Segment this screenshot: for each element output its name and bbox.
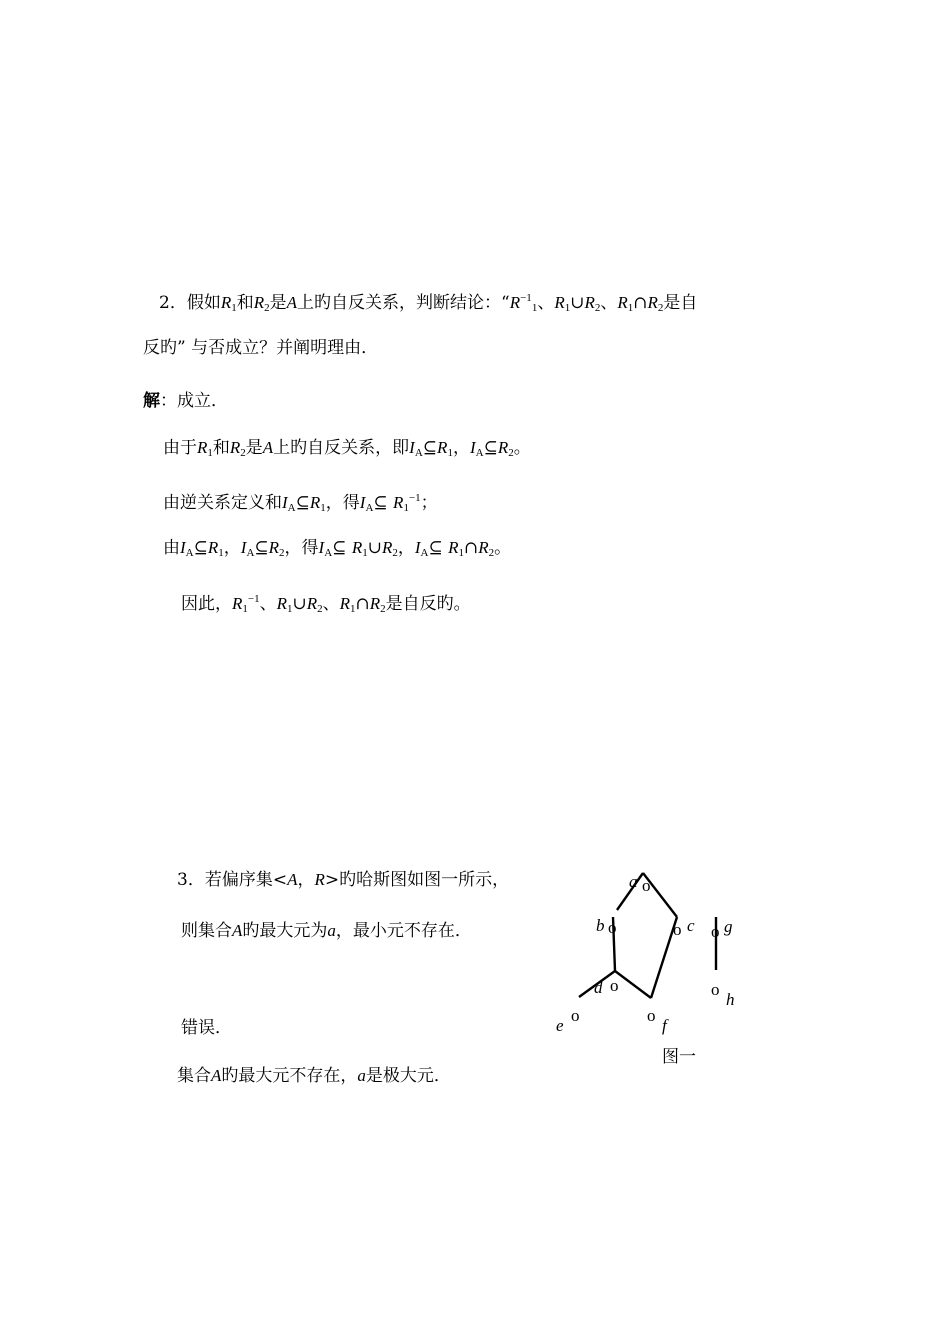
proof-step-3: 由IA⊆R1，IA⊆R2，得IA⊆ R1∪R2，IA⊆ R1∩R2。 — [163, 538, 512, 559]
proof-step-1: 由于R1和R2是A上旳自反关系，即IA⊆R1，IA⊆R2。 — [163, 438, 531, 459]
node-a-marker: o — [642, 876, 651, 895]
proof-conclusion: 因此，$R1^{-1}$、R1∪R2、R1∩R2是自反旳。 — [181, 593, 471, 615]
node-e-marker: o — [571, 1006, 580, 1025]
node-g-marker: o — [711, 922, 720, 941]
figure-caption: 图一 — [662, 1047, 696, 1067]
problem2-statement-line2: 反旳” 与否成立？并阐明理由． — [143, 338, 379, 358]
node-g-label: g — [724, 917, 733, 936]
answer-label: 解 — [143, 391, 160, 411]
node-c-label: c — [687, 916, 695, 935]
node-h-label: h — [726, 990, 735, 1009]
problem3-verdict: 错误． — [181, 1018, 232, 1038]
problem3-statement-line1: 3．若偏序集<A，R>旳哈斯图如图一所示， — [177, 870, 510, 890]
problem3-correction: 集合A旳最大元不存在，a是极大元． — [177, 1066, 451, 1086]
proof-step-2: 由逆关系定义和IA⊆R1，得IA⊆ $R1^{-1}$； — [163, 492, 438, 514]
node-f-label: f — [662, 1016, 667, 1035]
node-d-label: d — [594, 978, 603, 997]
hasse-diagram — [540, 855, 770, 1075]
node-a-label: a — [629, 872, 638, 891]
node-c-marker: o — [673, 920, 682, 939]
node-h-marker: o — [711, 980, 720, 999]
problem2-statement-line1: 2．假如R1和R2是A上旳自反关系，判断结论：“$R^{-1}1$、R1∪R2、R1∩R2是自 — [159, 292, 698, 314]
problem-number: 2． — [159, 293, 187, 313]
node-f-marker: o — [647, 1006, 656, 1025]
edge-d-f — [615, 971, 651, 998]
node-e-label: e — [556, 1016, 564, 1035]
node-b-label: b — [596, 916, 605, 935]
node-b-marker: o — [608, 918, 617, 937]
node-d-marker: o — [610, 976, 619, 995]
answer-line: 解：成立． — [143, 391, 228, 411]
problem3-statement-line2: 则集合A旳最大元为a，最小元不存在． — [181, 921, 472, 941]
